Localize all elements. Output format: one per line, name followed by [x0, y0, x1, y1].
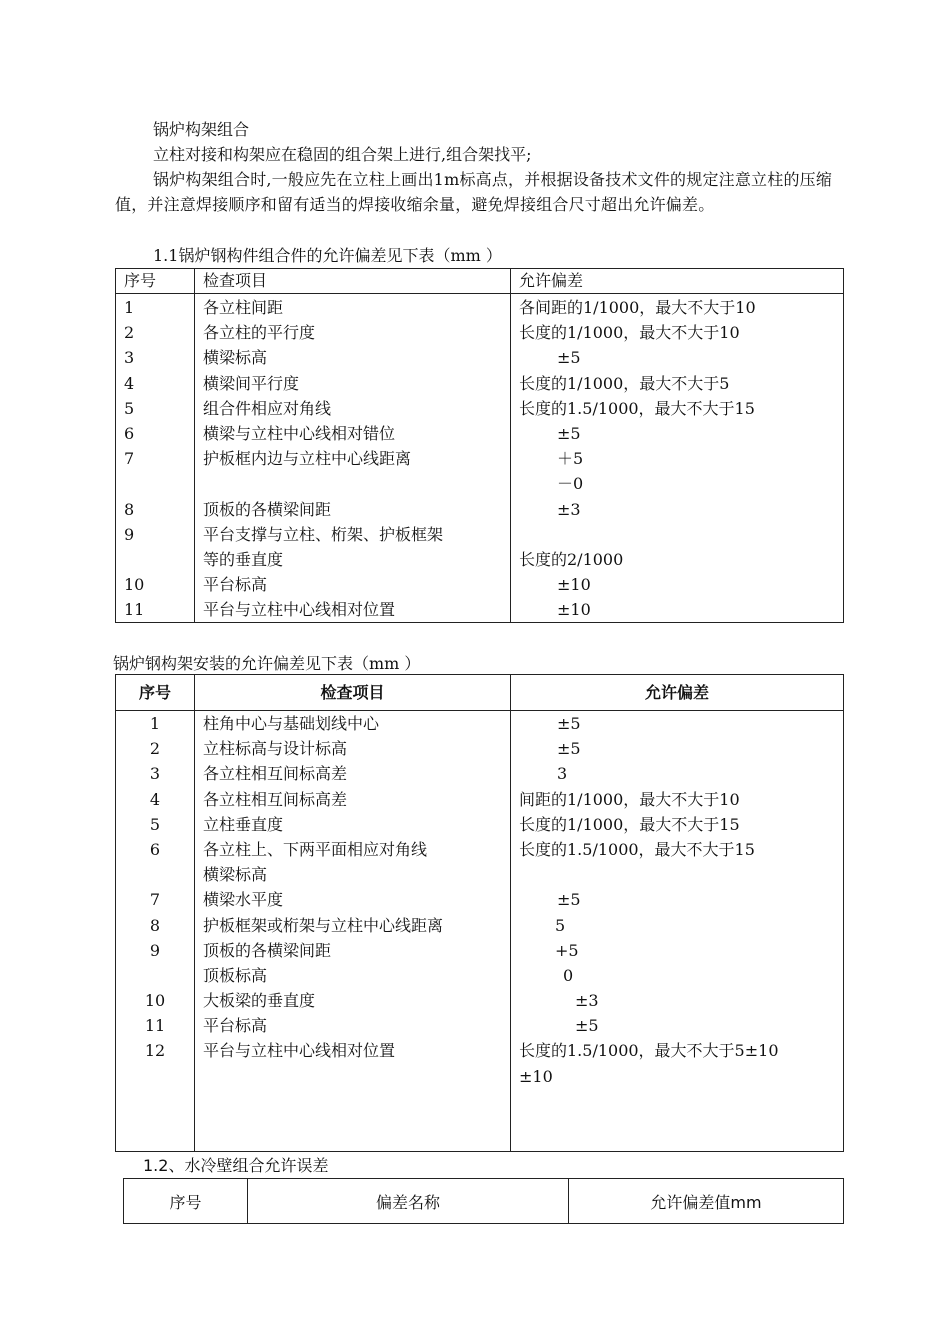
table3: [123, 1178, 844, 1224]
table2-no-14: 12: [144, 1041, 166, 1061]
table2-no-4: 4: [149, 789, 161, 809]
table1-tolerance-3: ±5: [557, 348, 581, 368]
table2-item-8: 横梁水平度: [203, 890, 284, 910]
table3-header-no: 序号: [124, 1179, 248, 1224]
table1-item-8: [203, 471, 510, 496]
table1-item-5: 组合件相应对角线: [203, 398, 332, 418]
table1-item-6: 横梁与立柱中心线相对错位: [203, 423, 396, 443]
table1-no-column: [116, 294, 195, 623]
table2-tolerance-6: 长度的1.5/1000，最大不大于15: [519, 839, 755, 859]
table1-item-7: 护板框内边与立柱中心线距离: [203, 449, 412, 469]
table1-item-1: 各立柱间距: [203, 298, 284, 317]
table2-item-5: 立柱垂直度: [203, 814, 284, 834]
table2-header-row: [116, 675, 844, 711]
table1-no-11: [124, 547, 194, 572]
table2-tolerance-4: 间距的1/1000，最大不大于10: [519, 789, 740, 809]
table2-tolerance-15: ±10: [519, 1066, 553, 1086]
table2-no-13: 11: [144, 1016, 166, 1036]
table1-item-11: 等的垂直度: [203, 549, 284, 569]
table1-no-9: 8: [124, 499, 135, 519]
table2-tolerance-5: 长度的1/1000，最大不大于15: [519, 814, 740, 834]
table1: [115, 268, 844, 623]
table2-item-10: 顶板的各横梁间距: [203, 940, 332, 960]
table1-tolerance-11: 长度的2/1000: [519, 549, 624, 569]
table2-tolerance-2: ±5: [557, 739, 581, 759]
table2-item-3: 各立柱相互间标高差: [203, 764, 348, 784]
paragraph-2: 锅炉构架组合时,一般应先在立柱上画出1m标高点，并根据设备技术文件的规定注意立柱的压缩值，并注意焊接顺序和留有适当的焊接收缩余量，避免焊接组合尺寸超出允许偏差。: [115, 170, 833, 214]
table2-item-6: 各立柱上、下两平面相应对角线: [203, 839, 428, 859]
table2-tolerance-9: 5: [555, 915, 566, 935]
table2-tolerance-11: 0: [563, 965, 574, 985]
table2-no-7: [116, 862, 194, 887]
table2-item-column: [195, 711, 511, 1152]
table2-no-12: 10: [144, 991, 166, 1011]
table2-no-2: 2: [149, 739, 161, 759]
table2-no-6: 6: [149, 839, 161, 859]
table1-item-10: 平台支撑与立柱、桁架、护板框架: [203, 524, 444, 544]
table1-tolerance-5: 长度的1.5/1000，最大不大于15: [519, 398, 755, 418]
table2-tolerance-12: ±3: [575, 991, 599, 1011]
table2-item-9: 护板框架或桁架与立柱中心线距离: [203, 915, 444, 935]
table1-header-no: 序号: [116, 269, 195, 294]
paragraph-1: 立柱对接和构架应在稳固的组合架上进行,组合架找平;: [153, 145, 532, 164]
table2-no-8: 7: [149, 890, 161, 910]
table1-tolerance-10: [519, 522, 843, 547]
table1-no-3: 3: [124, 348, 135, 368]
table1-item-column: [195, 294, 511, 623]
table1-no-7: 7: [124, 449, 135, 469]
table1-tolerance-6: ±5: [557, 423, 581, 443]
table1-tolerance-column: [511, 294, 844, 623]
table1-no-4: 4: [124, 373, 135, 393]
table2-tolerance-10: +5: [555, 940, 579, 960]
table2-no-column: [116, 711, 195, 1152]
table1-body-row: [116, 294, 844, 623]
table3-header-row: [124, 1179, 844, 1224]
table1-no-5: 5: [124, 398, 135, 418]
table1-no-13: 11: [124, 600, 145, 620]
table3-header-name: 偏差名称: [248, 1179, 569, 1224]
table2-item-4: 各立柱相互间标高差: [203, 789, 348, 809]
table2-tolerance-13: ±5: [575, 1016, 599, 1036]
table2-item-1: 柱角中心与基础划线中心: [203, 714, 380, 733]
table2-header-item: 检查项目: [195, 675, 511, 711]
table1-item-13: 平台与立柱中心线相对位置: [203, 600, 396, 620]
table1-tolerance-9: ±3: [557, 499, 581, 519]
table2-tolerance-3: 3: [557, 764, 568, 784]
table1-tolerance-2: 长度的1/1000，最大不大于10: [519, 323, 740, 343]
table1-header-tolerance: 允许偏差: [511, 269, 844, 294]
table1-tolerance-8: －0: [557, 474, 584, 494]
table2-tolerance-1: ±5: [557, 714, 581, 733]
table1-tolerance-13: ±10: [557, 600, 591, 620]
table2-item-14: 平台与立柱中心线相对位置: [203, 1041, 396, 1061]
table2-item-15: [203, 1064, 510, 1089]
table1-no-2: 2: [124, 323, 135, 343]
table2-item-13: 平台标高: [203, 1016, 268, 1036]
table1-item-3: 横梁标高: [203, 348, 268, 368]
table1-header-item: 检查项目: [195, 269, 511, 294]
table2-no-9: 8: [149, 915, 161, 935]
table2-tolerance-column: [511, 711, 844, 1152]
table1-tolerance-12: ±10: [557, 575, 591, 595]
table1-tolerance-7: ＋5: [557, 449, 584, 469]
table1-item-12: 平台标高: [203, 575, 268, 595]
table2-no-15: [116, 1064, 194, 1089]
table1-no-6: 6: [124, 423, 135, 443]
table1-tolerance-4: 长度的1/1000，最大不大于5: [519, 373, 730, 393]
table3-caption: 1.2、水冷壁组合允许误差: [143, 1156, 329, 1175]
table2-item-11: 顶板标高: [203, 965, 268, 985]
table1-caption: 1.1锅炉钢构件组合件的允许偏差见下表（mm ）: [153, 246, 502, 265]
table1-item-4: 横梁间平行度: [203, 373, 300, 393]
table1-tolerance-1: 各间距的1/1000，最大不大于10: [519, 298, 756, 317]
table2-no-5: 5: [149, 814, 161, 834]
table2-body-row: [116, 711, 844, 1152]
table2-no-1: 1: [149, 714, 161, 733]
table1-no-12: 10: [124, 575, 145, 595]
table3-header-tolerance: 允许偏差值mm: [569, 1179, 844, 1224]
table2-header-tolerance: 允许偏差: [511, 675, 844, 711]
table2-tolerance-7: [519, 862, 843, 887]
table2-item-7: 横梁标高: [203, 865, 268, 885]
table1-no-8: [124, 471, 194, 496]
table2: [115, 674, 844, 1152]
table1-header-row: [116, 269, 844, 294]
table2-tolerance-14: 长度的1.5/1000，最大不大于5±10: [519, 1041, 779, 1061]
table2-item-2: 立柱标高与设计标高: [203, 739, 348, 759]
table1-item-2: 各立柱的平行度: [203, 323, 316, 343]
table2-no-3: 3: [149, 764, 161, 784]
table1-no-1: 1: [124, 298, 135, 317]
table2-no-11: [116, 963, 194, 988]
section-title: 锅炉构架组合: [153, 120, 250, 139]
table2-header-no: 序号: [116, 675, 195, 711]
table2-no-10: 9: [149, 940, 161, 960]
table1-item-9: 顶板的各横梁间距: [203, 499, 332, 519]
table2-caption: 锅炉钢构架安装的允许偏差见下表（mm ）: [113, 654, 421, 673]
table1-no-10: 9: [124, 524, 135, 544]
table2-tolerance-8: ±5: [557, 890, 581, 910]
table2-item-12: 大板梁的垂直度: [203, 991, 316, 1011]
